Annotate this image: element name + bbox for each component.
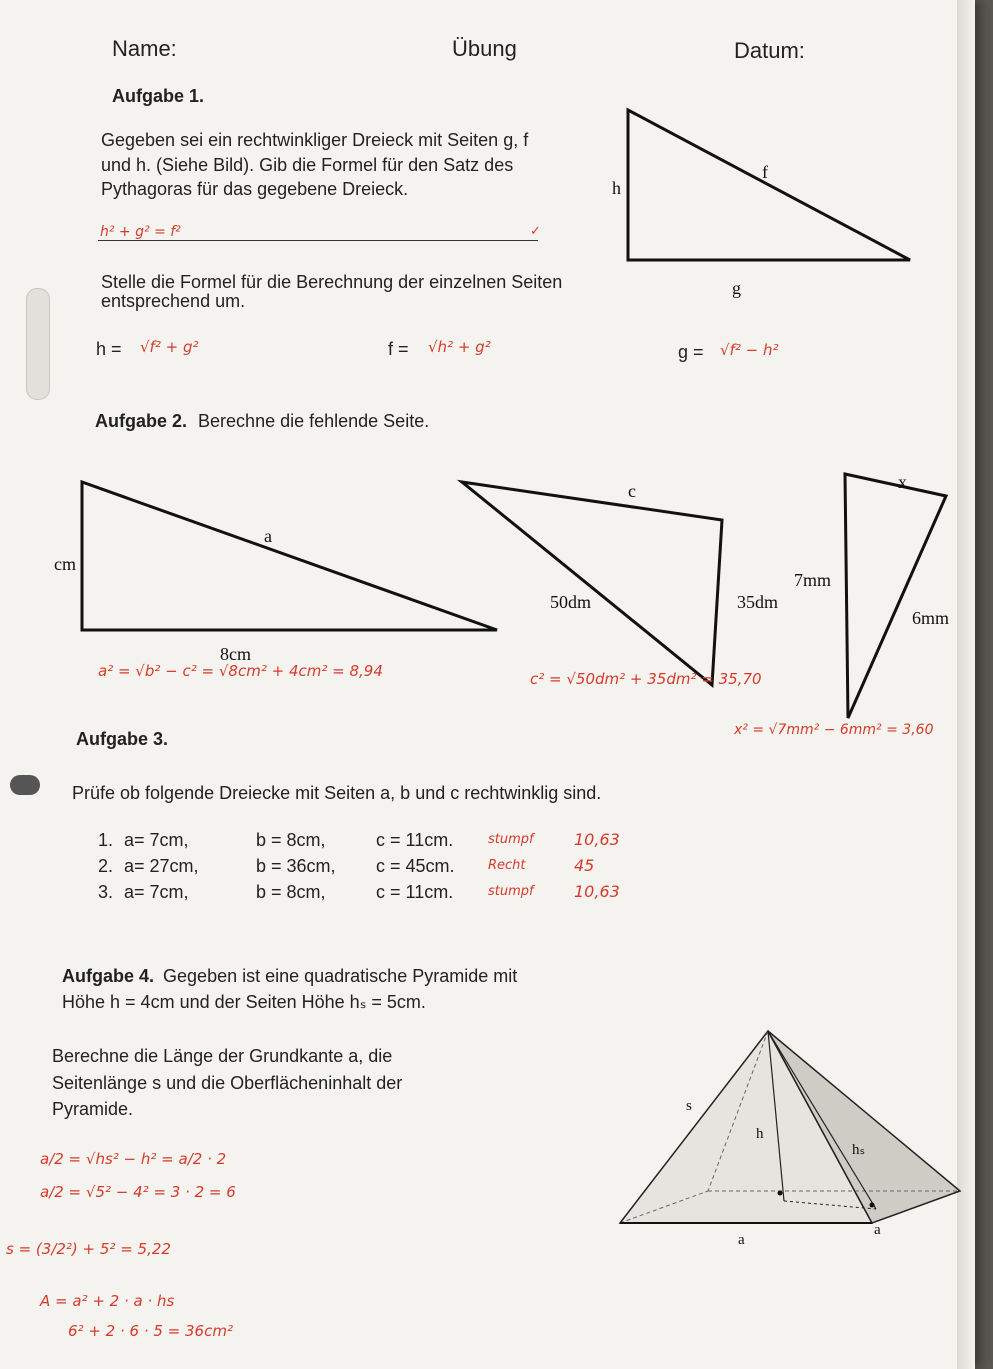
side-c: c = 45cm.	[376, 856, 455, 876]
task1-answer: h² + g² = f²	[100, 224, 181, 240]
pyramid-label-h: h	[756, 1126, 764, 1142]
triangle-1-outline	[82, 482, 497, 630]
verdict: stumpf	[488, 884, 534, 899]
task4-work-line: A = a² + 2 · a · hs	[40, 1292, 175, 1310]
task1-text: und h. (Siehe Bild). Gib die Formel für den Satz des	[101, 155, 514, 175]
triangle1-answer: a² = √b² − c² = √8cm² + 4cm² = 8,94	[98, 662, 383, 680]
pyramid-label-a: a	[874, 1222, 881, 1238]
name-label: Name:	[112, 36, 177, 61]
triangle3-label-6mm: 6mm	[912, 608, 950, 628]
triangle1-label-a: a	[264, 526, 272, 546]
triangle3-label-7mm: 7mm	[794, 570, 832, 590]
binder-hole	[10, 775, 40, 795]
h-formula-answer: √f² + g²	[140, 338, 199, 356]
triangle1-label-cm: cm	[54, 554, 76, 574]
task4-work-line: 6² + 2 · 6 · 5 = 36cm²	[68, 1322, 233, 1340]
task4-text: Pyramide.	[52, 1099, 134, 1119]
triangle2-label-50dm: 50dm	[550, 592, 592, 612]
side-a: a= 27cm,	[124, 856, 199, 876]
item-number: 3.	[98, 882, 114, 902]
verdict: stumpf	[488, 832, 534, 847]
side-a: a= 7cm,	[124, 882, 189, 902]
task4-heading: Aufgabe 4.	[62, 966, 155, 986]
g-formula-answer: √f² − h²	[720, 341, 779, 359]
task1-triangle-figure	[0, 0, 975, 520]
task1-heading: Aufgabe 1.	[112, 86, 205, 106]
f-formula-label: f =	[388, 339, 409, 359]
computed-value: 45	[574, 856, 595, 875]
item-number: 2.	[98, 856, 114, 876]
task3-heading: Aufgabe 3.	[76, 729, 169, 749]
pyramid-figure	[600, 1025, 970, 1255]
task4-heading-line	[62, 966, 517, 987]
task1-text: Stelle die Formel für die Berechnung der einzelnen Seiten	[101, 272, 563, 292]
task4-text: Gegeben ist eine quadratische Pyramide mit	[163, 966, 518, 986]
computed-value: 10,63	[574, 830, 620, 849]
right-angle-dot	[870, 1203, 875, 1208]
triangle-label-f: f	[762, 162, 768, 182]
task3-instruction: Prüfe ob folgende Dreiecke mit Seiten a, b und c rechtwinklig sind.	[72, 783, 602, 803]
triangle-label-g: g	[732, 278, 741, 298]
triangle-outline	[628, 110, 910, 260]
task2-heading-line	[95, 411, 429, 432]
side-c: c = 11cm.	[376, 830, 454, 850]
pyramid-label-a: a	[738, 1232, 745, 1248]
triangle-label-h: h	[612, 178, 621, 198]
task2-instruction: Berechne die fehlende Seite.	[198, 411, 430, 431]
side-b: b = 8cm,	[256, 830, 326, 850]
page-title: Übung	[452, 36, 517, 61]
triangle3-answer: x² = √7mm² − 6mm² = 3,60	[734, 722, 934, 738]
item-number: 1.	[98, 830, 114, 850]
date-label: Datum:	[734, 38, 805, 63]
triangle-2-outline	[462, 482, 722, 685]
task4-text: Höhe h = 4cm und der Seiten Höhe hₛ = 5cm.	[62, 992, 426, 1012]
side-a: a= 7cm,	[124, 830, 189, 850]
pyramid-label-s: s	[686, 1098, 692, 1114]
computed-value: 10,63	[574, 882, 620, 901]
f-formula-answer: √h² + g²	[428, 338, 491, 356]
verdict: Recht	[488, 858, 526, 873]
task4-work-line: a/2 = √5² − 4² = 3 · 2 = 6	[40, 1183, 236, 1201]
task1-text: Gegeben sei ein rechtwinkliger Dreieck mit Seiten g, f	[101, 130, 529, 150]
pyramid-label-hs: hₛ	[852, 1142, 866, 1158]
right-angle-dot	[778, 1191, 783, 1196]
triangle2-label-c: c	[628, 481, 636, 501]
task4-work-line: s = (3/2²) + 5² = 5,22	[6, 1240, 171, 1258]
triangle-3-outline	[845, 474, 946, 718]
task2-triangles-figure	[0, 460, 975, 740]
task4-work-line: a/2 = √hs² − h² = a/2 · 2	[40, 1150, 227, 1168]
g-formula-label: g =	[678, 342, 704, 362]
triangle2-label-35dm: 35dm	[737, 592, 779, 612]
side-b: b = 36cm,	[256, 856, 336, 876]
task4-text: Berechne die Länge der Grundkante a, die	[52, 1046, 393, 1066]
h-formula-label: h =	[96, 339, 122, 359]
triangle3-label-x: x	[898, 472, 907, 492]
triangle1-label-8cm: 8cm	[220, 644, 251, 664]
task4-text: Seitenlänge s und die Oberflächeninhalt der	[52, 1073, 403, 1093]
task1-text: entsprechend um.	[101, 291, 246, 311]
side-b: b = 8cm,	[256, 882, 326, 902]
side-c: c = 11cm.	[376, 882, 454, 902]
check-mark: ✓	[530, 224, 541, 239]
task1-text: Pythagoras für das gegebene Dreieck.	[101, 179, 409, 199]
triangle2-answer: c² = √50dm² + 35dm² = 35,70	[530, 670, 762, 688]
task2-heading: Aufgabe 2.	[95, 411, 188, 431]
